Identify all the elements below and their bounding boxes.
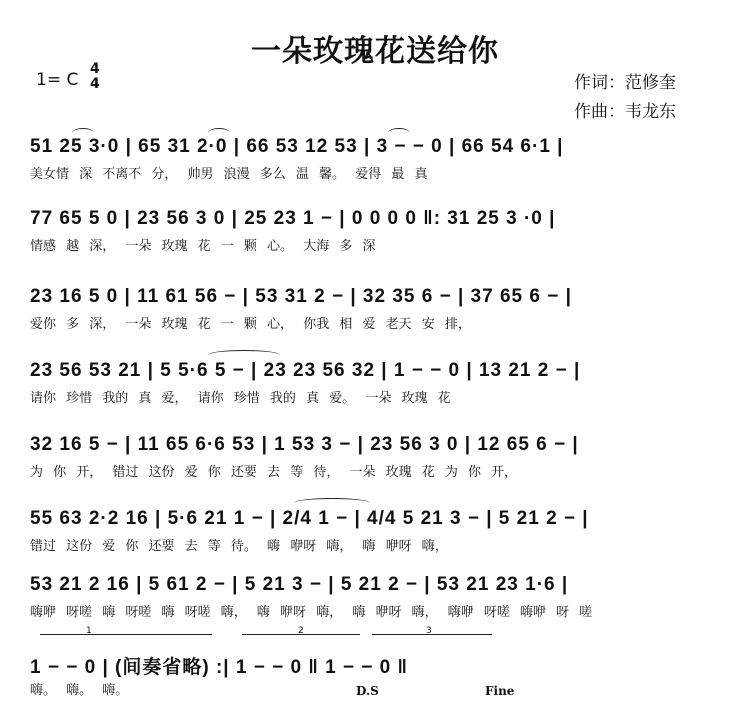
fine-marker: Fine <box>485 684 515 698</box>
lyric-line: 错过 这份 爱 你 还要 去 等 待。 嗨 咿呀 嗨， 嗨 咿呀 嗨， <box>30 539 448 554</box>
time-signature-bottom: 4 <box>90 76 100 92</box>
lyric-line: 嗨咿 呀嗟 嗨 呀嗟 嗨 呀嗟 嗨， 嗨 咿呀 嗨， 嗨 咿呀 嗨， 嗨咿 呀嗟 嗨咿 呀 嗟 <box>30 605 593 620</box>
time-signature <box>90 62 100 92</box>
notation-line: 77 65 5 0 | 23 56 3 0 | 25 23 1 − | 0 0 0 0 ‖: 31 25 3 ·0 | <box>30 208 556 229</box>
lyric-line: 情感 越 深， 一朵 玫瑰 花 一 颗 心。 大海 多 深 <box>30 239 376 254</box>
notation-line: 23 16 5 0 | 11 61 56 − | 53 31 2 − | 32 35 6 − | 37 65 6 − | <box>30 286 572 307</box>
lyric-line: 美女情 深 不离不 分， 帅男 浪漫 多么 温 馨。 爱得 最 真 <box>30 167 428 182</box>
volta-bracket-1 <box>40 626 212 645</box>
song-title: 一朵玫瑰花送给你 <box>251 34 499 69</box>
lyric-line: 请你 珍惜 我的 真 爱， 请你 珍惜 我的 真 爱。 一朵 玫瑰 花 <box>30 391 451 406</box>
notation-line: 1 − − 0 | (间奏省略) :| 1 − − 0 ‖ 1 − − 0 ‖ <box>30 657 408 678</box>
notation-line: 53 21 2 16 | 5 61 2 − | 5 21 3 − | 5 21 2 − | 53 21 23 1·6 | <box>30 574 569 595</box>
lyric-line: 嗨。 嗨。 嗨。 <box>30 683 129 698</box>
ds-marker: D.S <box>356 684 379 698</box>
lyric-line: 爱你 多 深， 一朵 玫瑰 花 一 颗 心， 你我 相 爱 老天 安 排， <box>30 317 471 332</box>
key-signature: 1= C <box>36 70 79 90</box>
notation-line: 55 63 2·2 16 | 5·6 21 1 − | 2/4 1 − | 4/4 5 21 3 − | 5 21 2 − | <box>30 508 589 529</box>
notation-line: 23 56 53 21 | 5 5·6 5 − | 23 23 56 32 | 1 − − 0 | 13 21 2 − | <box>30 360 581 381</box>
volta-number: 2 <box>298 626 304 636</box>
volta-bracket-3 <box>372 626 492 645</box>
tie-mark <box>208 350 280 360</box>
tie-mark <box>294 498 370 508</box>
slur-mark <box>72 128 94 138</box>
time-signature-top: 4 <box>90 61 100 77</box>
lyric-line: 为 你 开， 错过 这份 爱 你 还要 去 等 待， 一朵 玫瑰 花 为 你 开， <box>30 465 518 480</box>
lyricist-credit: 作词：范修奎 <box>574 73 676 93</box>
composer-credit: 作曲：韦龙东 <box>574 102 676 122</box>
volta-bracket-2 <box>242 626 360 645</box>
slur-mark <box>208 128 230 138</box>
slur-mark <box>388 128 410 138</box>
notation-line: 32 16 5 − | 11 65 6·6 53 | 1 53 3 − | 23 56 3 0 | 12 65 6 − | <box>30 434 579 455</box>
volta-number: 1 <box>86 626 92 636</box>
notation-line: 51 25 3·0 | 65 31 2·0 | 66 53 12 53 | 3 − − 0 | 66 54 6·1 | <box>30 136 564 157</box>
volta-number: 3 <box>426 626 432 636</box>
